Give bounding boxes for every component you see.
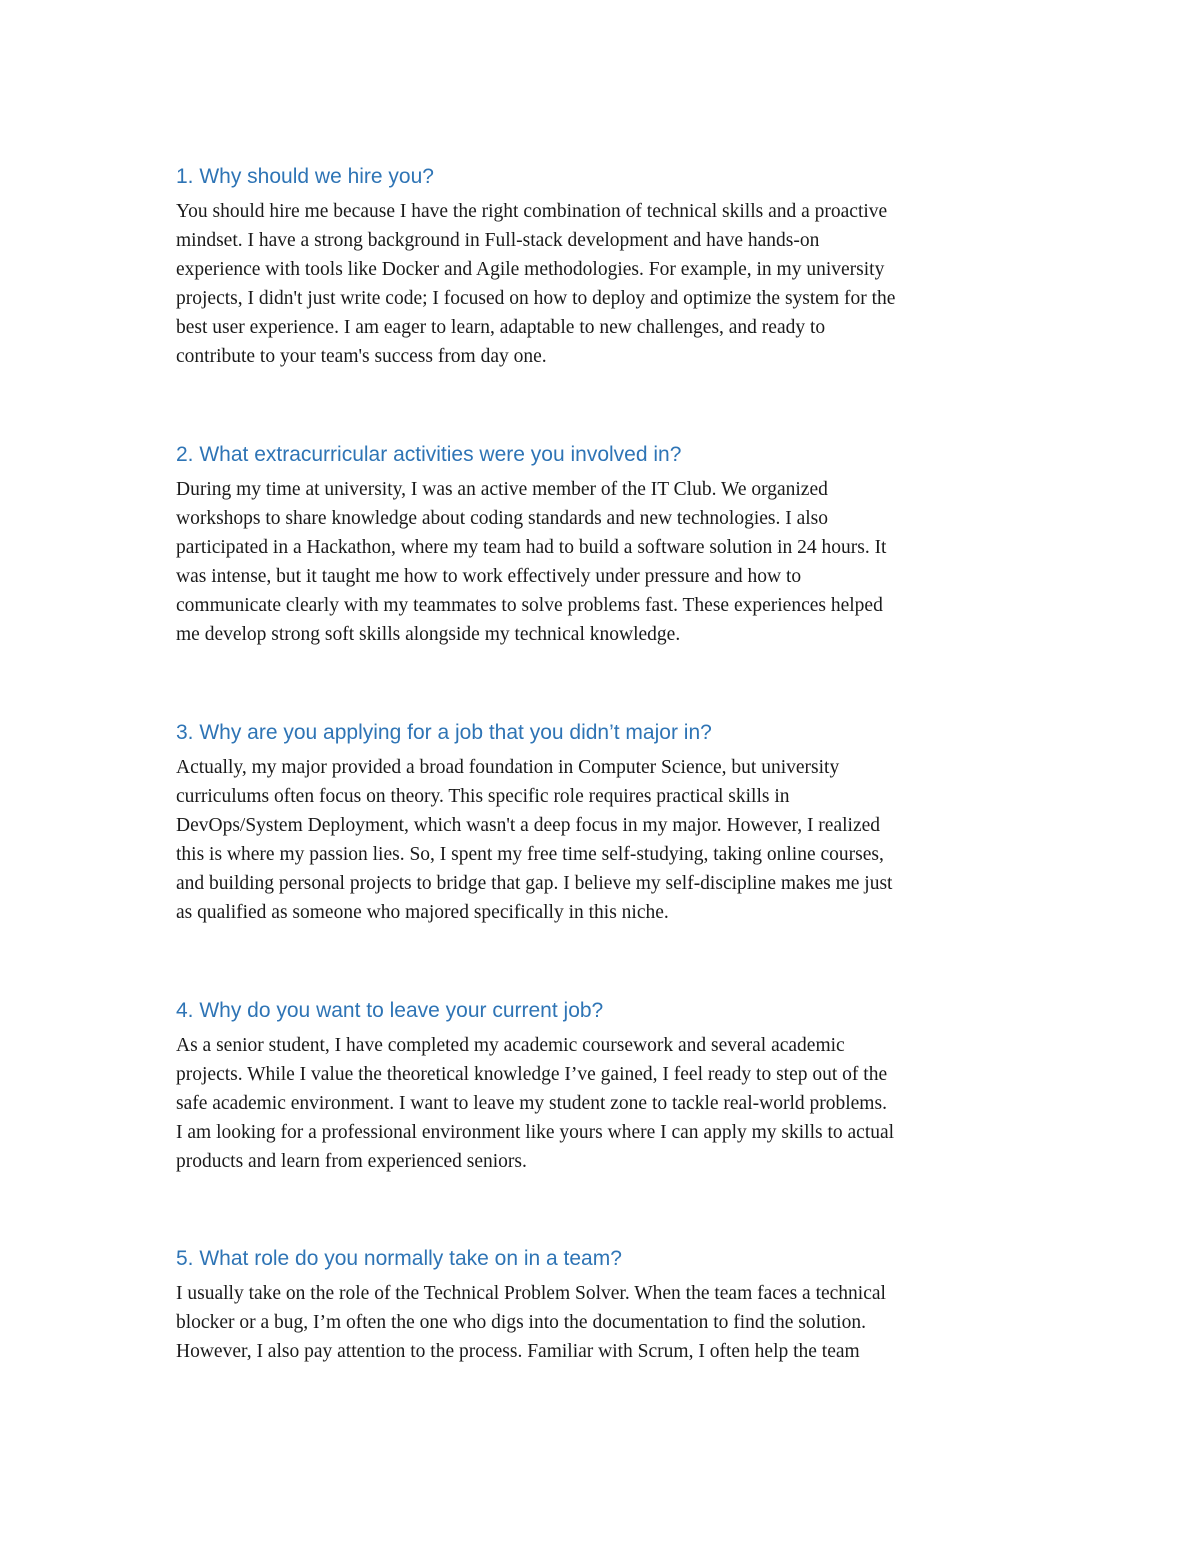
answer-line: communicate clearly with my teammates to solve problems fast. These experiences helped (176, 595, 883, 616)
answer-paragraph (176, 1031, 1036, 1176)
answer-line: workshops to share knowledge about coding standards and new technologies. I also (176, 508, 829, 529)
answer-line: and building personal projects to bridge that gap. I believe my self-discipline makes me just (176, 873, 893, 894)
answer-line: mindset. I have a strong background in Full-stack development and have hands-on (176, 230, 820, 251)
answer-line: You should hire me because I have the right combination of technical skills and a proactive (176, 201, 888, 222)
qa-section-2 (176, 441, 1036, 649)
answer-line: as qualified as someone who majored specifically in this niche. (176, 902, 669, 923)
answer-line: safe academic environment. I want to leave my student zone to tackle real-world problems. (176, 1093, 887, 1114)
answer-line: curriculums often focus on theory. This specific role requires practical skills in (176, 786, 790, 807)
answer-line: best user experience. I am eager to learn, adaptable to new challenges, and ready to (176, 317, 826, 338)
answer-line: blocker or a bug, I’m often the one who digs into the documentation to find the solution. (176, 1312, 866, 1333)
answer-paragraph (176, 475, 1036, 649)
answer-line: contribute to your team's success from day one. (176, 346, 547, 367)
answer-line: Actually, my major provided a broad foundation in Computer Science, but university (176, 757, 840, 778)
answer-line: products and learn from experienced seniors. (176, 1151, 527, 1172)
answer-line: I am looking for a professional environment like yours where I can apply my skills to actual (176, 1122, 895, 1143)
answer-paragraph (176, 753, 1036, 927)
qa-section-4 (176, 997, 1036, 1176)
answer-line: I usually take on the role of the Technical Problem Solver. When the team faces a technical (176, 1283, 886, 1304)
answer-paragraph (176, 1279, 1036, 1366)
answer-line: However, I also pay attention to the process. Familiar with Scrum, I often help the team (176, 1341, 860, 1362)
answer-line: projects. While I value the theoretical knowledge I’ve gained, I feel ready to step out of the (176, 1064, 888, 1085)
answer-line: As a senior student, I have completed my academic coursework and several academic (176, 1035, 845, 1056)
answer-line: During my time at university, I was an active member of the IT Club. We organized (176, 479, 828, 500)
answer-line: this is where my passion lies. So, I spent my free time self-studying, taking online courses, (176, 844, 884, 865)
question-heading: 3. Why are you applying for a job that you didn’t major in? (176, 721, 712, 744)
answer-line: was intense, but it taught me how to work effectively under pressure and how to (176, 566, 802, 587)
answer-paragraph (176, 197, 1036, 371)
qa-section-1 (176, 163, 1036, 371)
answer-line: participated in a Hackathon, where my team had to build a software solution in 24 hours. It (176, 537, 887, 558)
question-heading: 5. What role do you normally take on in a team? (176, 1247, 622, 1270)
question-heading: 4. Why do you want to leave your current job? (176, 999, 604, 1022)
question-heading: 1. Why should we hire you? (176, 165, 434, 188)
question-heading: 2. What extracurricular activities were you involved in? (176, 443, 682, 466)
answer-line: experience with tools like Docker and Agile methodologies. For example, in my university (176, 259, 885, 280)
answer-line: projects, I didn't just write code; I focused on how to deploy and optimize the system for the (176, 288, 896, 309)
answer-line: DevOps/System Deployment, which wasn't a deep focus in my major. However, I realized (176, 815, 881, 836)
qa-section-3 (176, 719, 1036, 927)
answer-line: me develop strong soft skills alongside my technical knowledge. (176, 624, 681, 645)
qa-section-5 (176, 1245, 1036, 1366)
